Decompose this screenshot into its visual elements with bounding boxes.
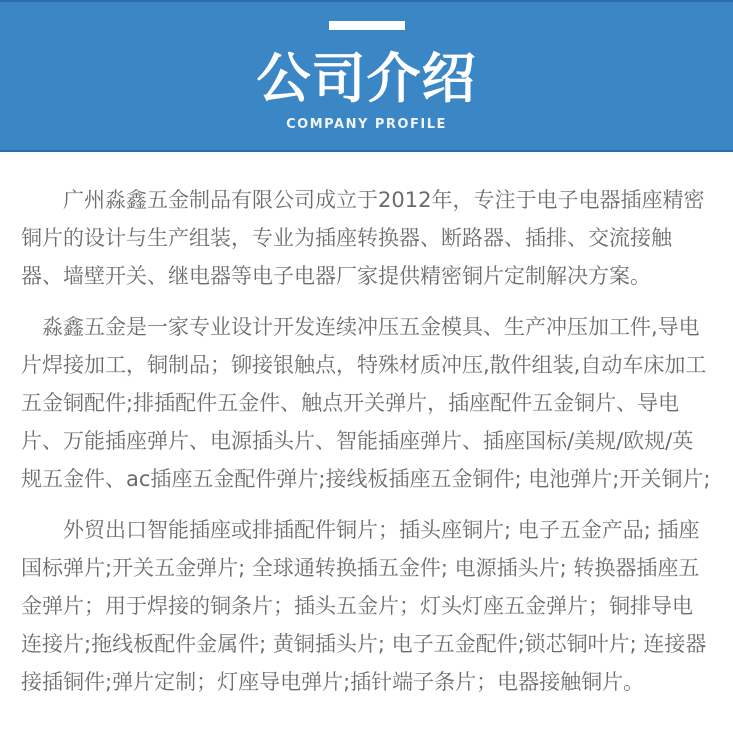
intro-paragraph-3: 外贸出口智能插座或排插配件铜片；插头座铜片; 电子五金产品; 插座国标弹片;开关五金弹片; 全球通转换插五金件; 电源插头片; 转换器插座五金弹片；用于焊接的铜条片；插头五金片；灯头灯座五金弹片；铜排导电连接片;拖线板配件金属件; 黄铜插头片; 电子五金配件;锁芯铜叶片; 连接器接插铜件;弹片定制；灯座导电弹片;插针端子条片；电器接触铜片。: [21, 518, 707, 694]
intro-paragraph-2: 淼鑫五金是一家专业设计开发连续冲压五金模具、生产冲压加工件,导电片焊接加工，铜制品；铆接银触点，特殊材质冲压,散件组装,自动车床加工五金铜配件;排插配件五金件、触点开关弹片，插座配件五金铜片、导电片、万能插座弹片、电源插头片、智能插座弹片、插座国标/美规/欧规/英规五金件、ac插座五金配件弹片;接线板插座五金铜件; 电池弹片;开关铜片;: [21, 315, 711, 491]
company-profile-banner: [0, 0, 733, 152]
page-subtitle: COMPANY PROFILE: [286, 117, 447, 132]
page-title: 公司介绍: [256, 47, 477, 110]
title-accent-bar: [329, 21, 405, 30]
intro-paragraph-1: 广州淼鑫五金制品有限公司成立于2012年，专注于电子电器插座精密铜片的设计与生产组装，专业为插座转换器、断路器、插排、交流接触器、墙壁开关、继电器等电子电器厂家提供精密铜片定制解决方案。: [21, 188, 705, 288]
company-intro-content: [0, 152, 733, 701]
